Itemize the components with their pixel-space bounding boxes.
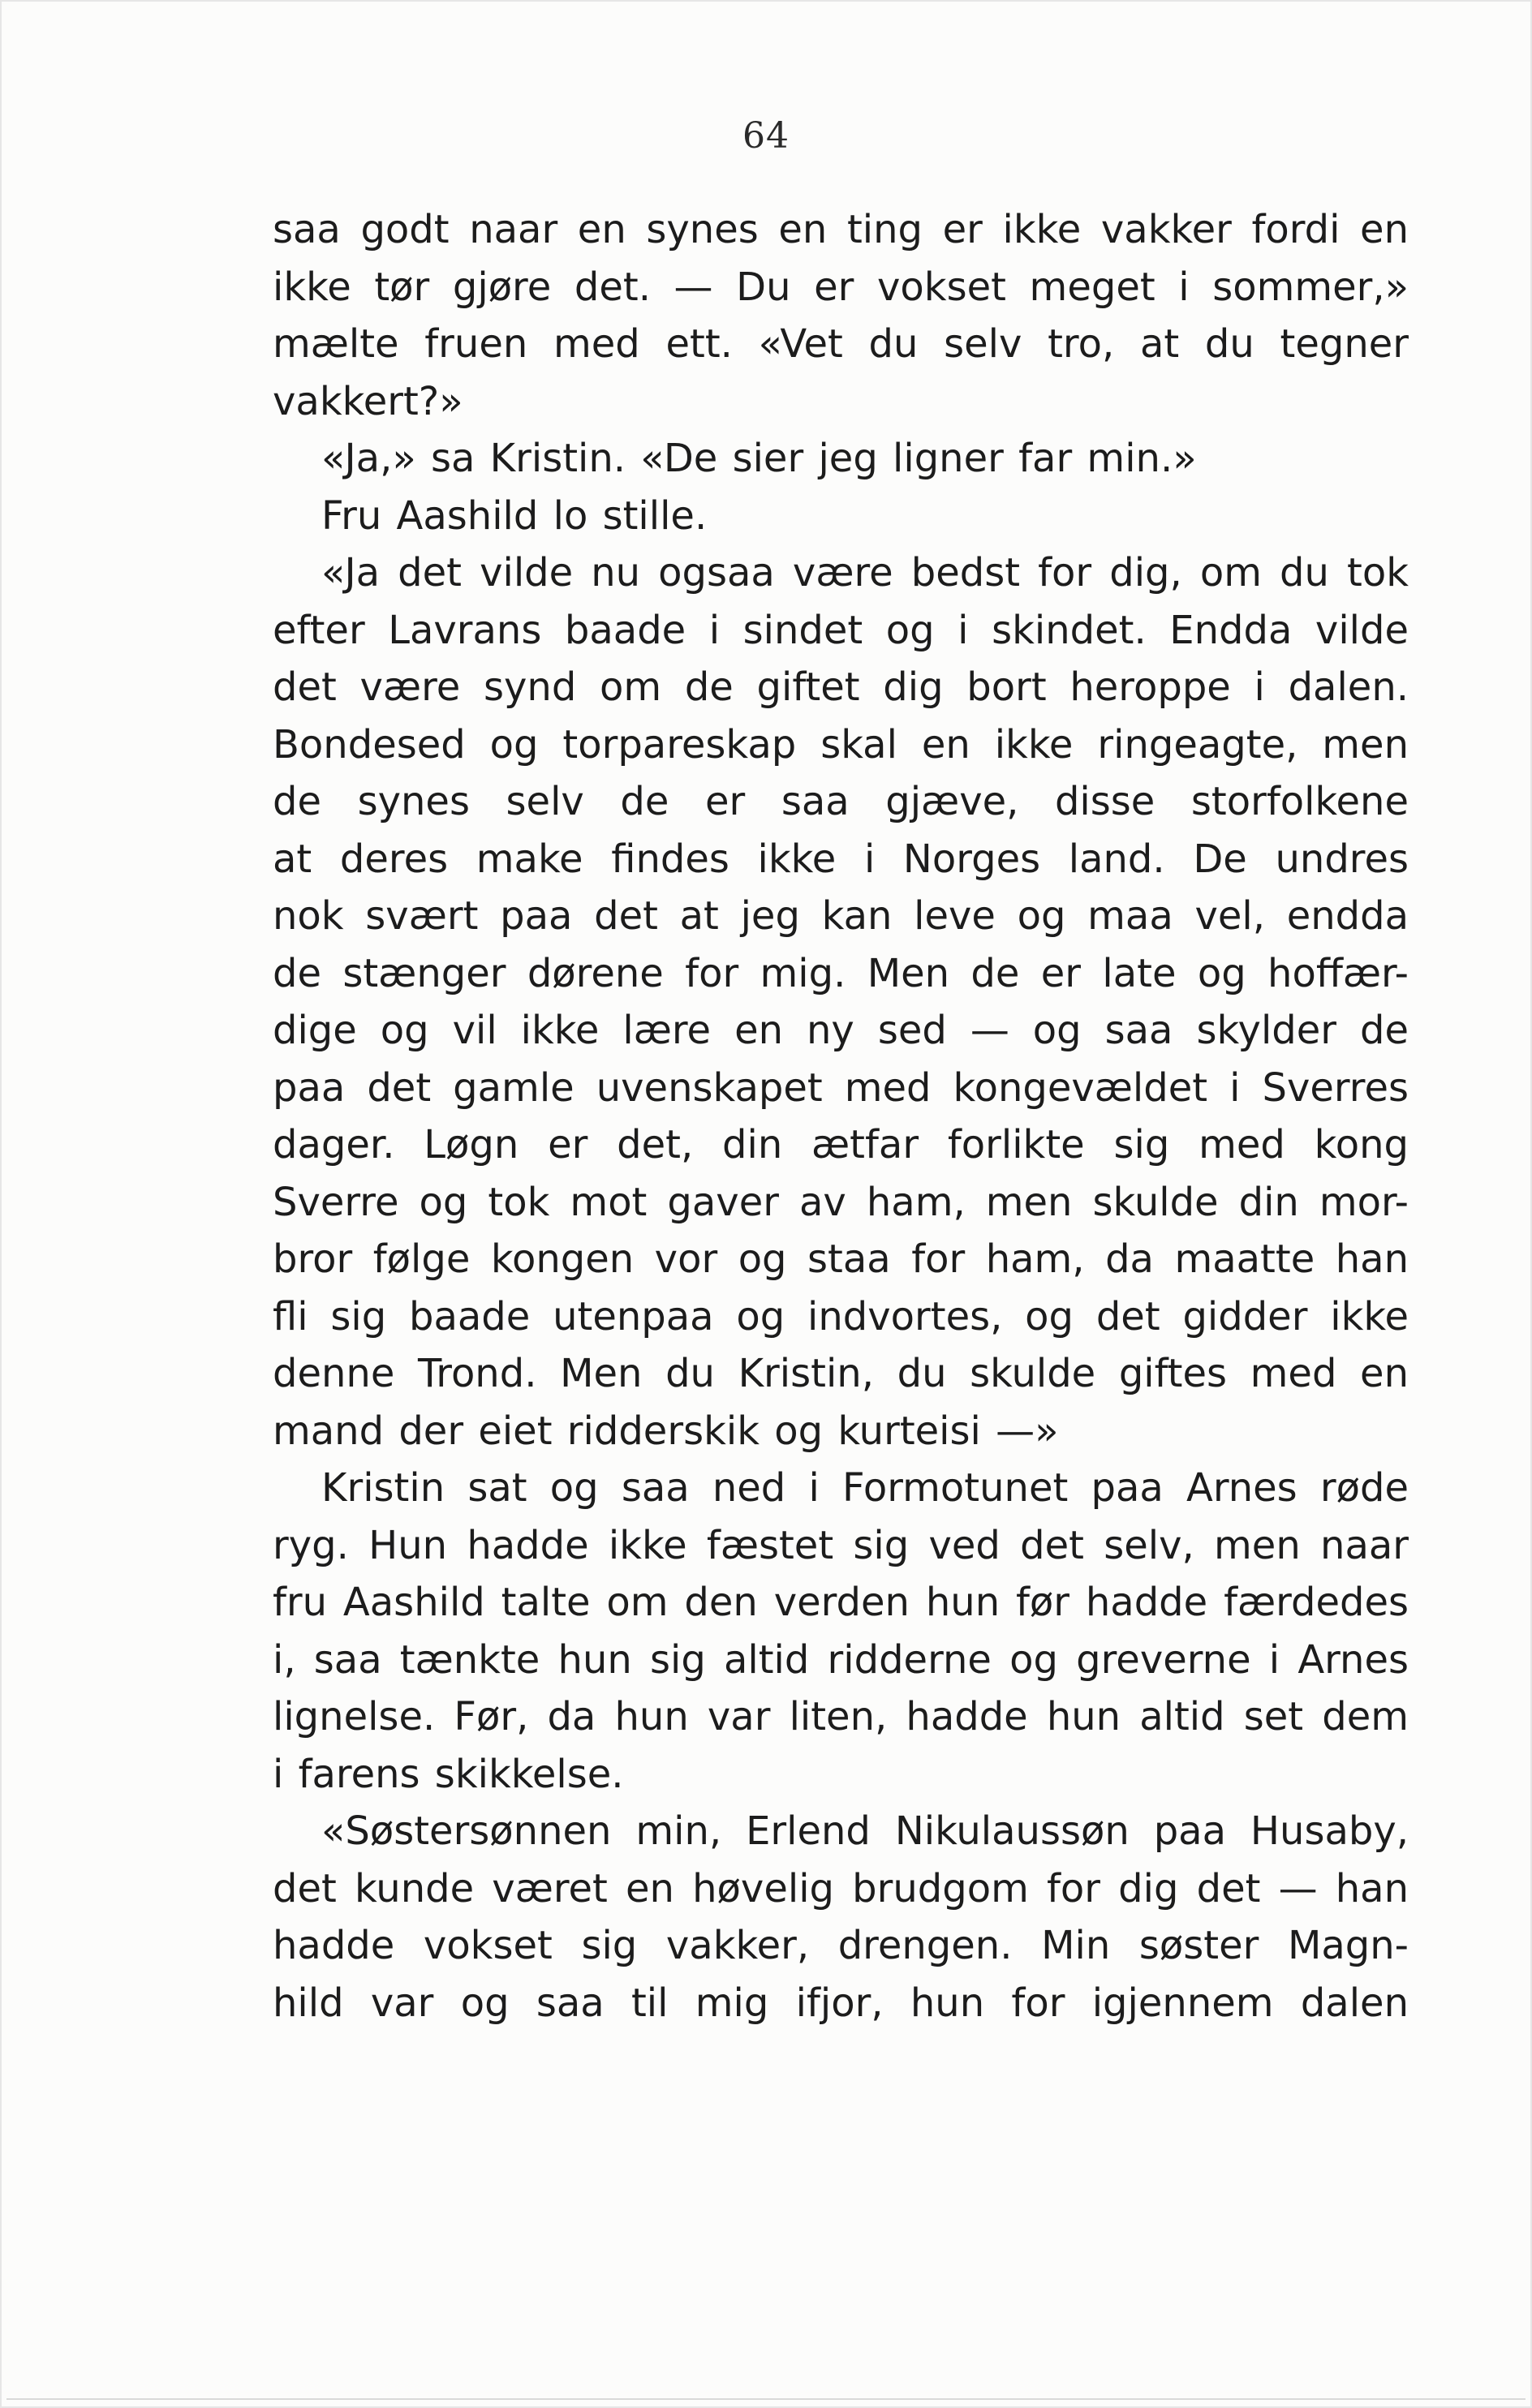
text-line: denne Trond. Men du Kristin, du skulde giftes med en xyxy=(273,1351,1409,1396)
text-line: «Søstersønnen min, Erlend Nikulaussøn paa Husaby, xyxy=(321,1808,1409,1854)
text-line: Kristin sat og saa ned i Formotunet paa Arnes røde xyxy=(321,1465,1409,1511)
text-line: paa det gamle uvenskapet med kongevældet i Sverres xyxy=(273,1064,1409,1111)
text-line: bror følge kongen vor og staa for ham, da maatte han xyxy=(273,1236,1409,1282)
text-line: dige og vil ikke lære en ny sed — og saa skylder de xyxy=(273,1008,1409,1053)
text-line: i farens skikkelse. xyxy=(273,1751,624,1797)
text-line: ikke tør gjøre det. — Du er vokset meget i sommer,» xyxy=(273,264,1409,310)
text-line: hadde vokset sig vakker, drengen. Min søster Magn- xyxy=(273,1923,1409,1968)
text-line: de synes selv de er saa gjæve, disse storfolkene xyxy=(273,779,1409,824)
text-line: at deres make findes ikke i Norges land. De undres xyxy=(273,836,1409,882)
text-line: mælte fruen med ett. «Vet du selv tro, at du tegner xyxy=(273,321,1409,367)
body-text xyxy=(273,201,1409,2032)
text-line: fli sig baade utenpaa og indvortes, og det gidder ikke xyxy=(273,1293,1409,1339)
text-line: de stænger dørene for mig. Men de er late og hoffær- xyxy=(273,950,1409,996)
text-line: efter Lavrans baade i sindet og i skindet. Endda vilde xyxy=(273,607,1409,653)
text-line: Fru Aashild lo stille. xyxy=(321,492,708,539)
text-line: dager. Løgn er det, din ætfar forlikte sig med kong xyxy=(273,1122,1409,1167)
text-line: vakkert?» xyxy=(273,378,463,424)
text-line: Sverre og tok mot gaver av ham, men skulde din mor- xyxy=(273,1179,1409,1225)
text-line: «Ja,» sa Kristin. «De sier jeg ligner far min.» xyxy=(321,436,1197,481)
text-line: ryg. Hun hadde ikke fæstet sig ved det selv, men naar xyxy=(273,1522,1409,1568)
text-line: nok svært paa det at jeg kan leve og maa vel, endda xyxy=(273,893,1409,939)
text-line: i, saa tænkte hun sig altid ridderne og greverne i Arnes xyxy=(273,1636,1409,1683)
text-line: mand der eiet ridderskik og kurteisi —» xyxy=(273,1408,1059,1454)
text-line: «Ja det vilde nu ogsaa være bedst for dig, om du tok xyxy=(321,550,1409,596)
text-line: hild var og saa til mig ifjor, hun for igjennem dalen xyxy=(273,1980,1409,2026)
text-line: Bondesed og torpareskap skal en ikke ringeagte, men xyxy=(273,721,1409,768)
page-edge-rule xyxy=(6,2398,1526,2400)
text-line: lignelse. Før, da hun var liten, hadde hun altid set dem xyxy=(273,1694,1409,1739)
text-line: det kunde været en høvelig brudgom for dig det — han xyxy=(273,1865,1409,1911)
text-line: saa godt naar en synes en ting er ikke vakker fordi en xyxy=(273,207,1409,252)
page-number: 64 xyxy=(742,115,790,157)
text-line: fru Aashild talte om den verden hun før hadde færdedes xyxy=(273,1580,1409,1625)
text-line: det være synd om de giftet dig bort heroppe i dalen. xyxy=(273,664,1409,710)
